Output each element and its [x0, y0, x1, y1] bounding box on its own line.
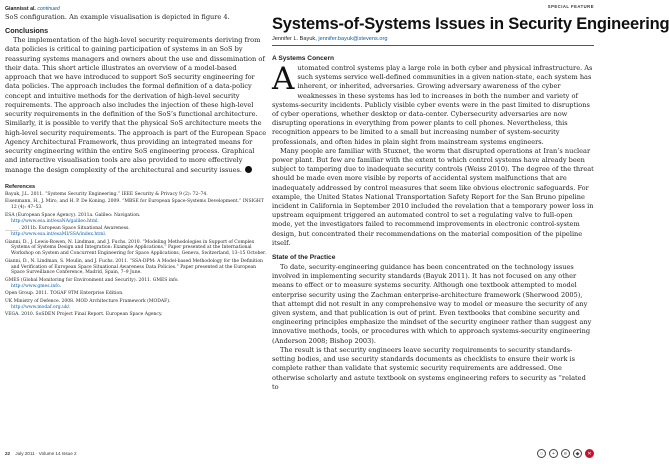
conclusions-body — [5, 36, 267, 175]
section1-paragraph1 — [272, 61, 594, 147]
page-number: 22 — [5, 451, 11, 456]
reference-item — [5, 312, 267, 318]
right-column — [272, 2, 669, 392]
reference-item — [5, 192, 267, 198]
references-heading: References — [5, 183, 36, 190]
continued-word: continued — [37, 6, 60, 12]
reference-text: Open Group. 2011. TOGAF 9TM Enterprise Edition. — [5, 291, 124, 297]
reference-item — [5, 291, 267, 297]
circle-icon[interactable]: ○ — [537, 449, 546, 458]
reference-text: Gianni, D., J. Lewis-Bowen, N. Lindman, and J. Fuchs. 2010. “Modeling Methodologies in Support of Complex Systems of Systems Design and Integration: Example Applications.” Paper presented at the International Workshop on System and Concurrent Engineering for Space Applications, Geneva, Switzerland, 13–15 October. — [5, 239, 267, 257]
reference-text: VEGA. 2010. SoSDEN Project Final Report. European Space Agency. — [5, 312, 163, 318]
article-title: Systems-of-Systems Issues in Security Engineering — [272, 15, 669, 33]
author-email-link[interactable]: jennifer.bayuk@stevens.org — [318, 36, 388, 42]
reference-text: ESA (European Space Agency). 2011a. Galileo: Navigation. — [5, 212, 141, 218]
title-divider — [272, 45, 594, 46]
continued-author: Giannisst al. — [5, 6, 36, 12]
section2-paragraph1: To date, security-engineering guidance has been concentrated on the technology issues involved in implementing security standards (Bayuk 2011). It has not focused on any other means to effect or to measure systems security. Although one textbook attempted to model enterprise security using the Zachman enterprise-architecture framework (Sherwood 2005), that attempt did not result in any comprehensive way to model or measure the security of any given system, and that publication is out of print. Even textbooks that combine security and engineering principles emphasize the mindset of the security engineer rather than suggest any innovative methods, tools, or procedures with which to approach systems-security engineering (Anderson 2008; Bishop 2003). — [272, 263, 592, 345]
section1-p1-text: utomated control systems play a large role in both cyber and physical infrastructure. As such systems service well-defined communities in a given nation-state, each system has inherent, or inherited, adversaries. Growing adversary awareness of the cyber weaknesses in these systems has led to increases in both the number and variety of systems-security incidents. Publicly visible cyber events were in the past limited to disruptions of cyber operations, whether desktop or data-center. Cybersecurity adversaries are now disrupting operations in everything from power plants to cell phones. Nevertheless, this recognition appears to be limited to a small but increasing number of system-security professionals, and often hides in plain sight from mainstream systems engineers. — [272, 64, 593, 146]
reference-item — [5, 199, 267, 211]
section-heading-state-of-practice: State of the Practice — [272, 254, 336, 262]
special-feature-label: SPECIAL FEATURE — [547, 4, 594, 9]
close-icon[interactable]: ✕ — [585, 449, 594, 458]
references-list — [5, 192, 267, 318]
end-of-article-icon: → — [245, 166, 252, 173]
page-footer — [5, 451, 77, 456]
intro-text: SoS configuration. An example visualisation is depicted in figure 4. — [5, 13, 230, 21]
author-name: Jennifer L. Bayuk, — [272, 36, 317, 42]
reference-text: Bayuk, J.L. 2011. “Systems Security Engineering.” IEEE Security & Privacy 9 (2): 72–74. — [5, 191, 208, 197]
e-icon[interactable]: e — [561, 449, 570, 458]
left-column — [5, 6, 267, 320]
plus-icon[interactable]: + — [549, 449, 558, 458]
author-line — [272, 36, 594, 42]
reference-link[interactable]: http://www.esa.int/esaMI/SSA/index.html. — [11, 231, 107, 237]
reference-text: Gianni, D., N. Lindman, S. Moulin, and J. Fuchs. 2011. “SSA-DPM: A Model-based Methodology for the Definition and Verification of European Space Situational Awareness Data Policies.” Paper presented at the European Space Surveillance Conference, Madrid, Spain, 7–9 June. — [5, 258, 263, 276]
issue-info: July 2011 · Volume 14 Issue 2 — [15, 451, 77, 456]
reference-link[interactable]: http://www.esa.int/esaNA/galileo.html. — [11, 218, 99, 224]
section-heading-systems-concern: A Systems Concern — [272, 55, 335, 62]
bookmark-icon[interactable]: ◆ — [573, 449, 582, 458]
footer-icons — [537, 449, 594, 458]
reference-item — [5, 259, 267, 276]
reference-text: UK Ministry of Defence. 2008. MOD Architecture Framework (MODAF). — [5, 298, 171, 304]
reference-link[interactable]: http://www.modaf.org.uk/. — [11, 304, 71, 310]
drop-cap: A — [272, 61, 295, 97]
continued-header — [5, 6, 267, 12]
reference-link[interactable]: http://www.gmes.info. — [11, 283, 62, 289]
conclusions-heading: Conclusions — [5, 26, 49, 35]
reference-text: GMES (Global Monitoring for Environment and Security). 2011. GMES info. — [5, 277, 179, 283]
reference-item — [5, 299, 267, 311]
reference-text: ______. 2011b. European Space Situational Awareness. — [5, 226, 130, 232]
reference-item — [5, 213, 267, 225]
reference-item — [5, 226, 267, 238]
conclusions-text: The implementation of the high-level security requirements deriving from data policies is critical to gaining participation of systems in an SoS by reassuring systems managers and owners about the use and dissemination of their data. This short article illustrates an overview of a model-based approach that we have introduced to support SoS security engineering for data policies. The approach includes the formal definition of a data-policy concept and intuitive methods for the derivation of high-level security requirements. The approach also includes the injection of these high-level security requirements in the definition of the SoS’s functional architecture. Similarly, it is possible to verify that the physical SoS architecture meets the high-level security requirements. The approach is part of the European Space Agency Architectural Framework, thus providing an integrated means for security engineering within the entire SoS engineering process. Graphical and interactive visualisation tools are also provided to more effectively manage the design complexity of the architectural and security issues. — [5, 36, 267, 174]
reference-item — [5, 240, 267, 257]
section2-paragraph2: The result is that security engineers leave security requirements to security standards-setting bodies, and use security standards documents as checklists to ensure their work is complete rather than validate that systemic security requirements are addressed. One otherwise scholarly and astute textbook on systems engineering refers to security as “related to — [272, 345, 586, 391]
reference-text: Eisenmann, H., J. Miro, and H. P. De Koning. 2009. “MBSE for European Space-Systems Development.” INSIGHT 12 (4): 47–53. — [5, 199, 264, 211]
section1-paragraph2: Many people are familiar with Stuxnet, the worm that disrupted operations at Iran’s nuclear power plant. But few are familiar with the extent to which control systems have already been subject to tampering due to inadequate security controls (Weiss 2010). The degree of the threat should be made even more visible by reports of accidental system malfunctions that are inadequately addressed by control measures that seem like obvious electronic safeguards. For example, the United States National Transportation Safety Report for the San Bruno pipeline incident in California in September 2010 included the revelation that a temporary power loss in upstream equipment triggered an automated control to set a regulating valve to full-open mode, yet the investigators failed to recommend improvements in electronic control-system design, but concentrated their recommendations on the material composition of the pipeline itself. — [272, 146, 594, 247]
reference-item — [5, 278, 267, 290]
